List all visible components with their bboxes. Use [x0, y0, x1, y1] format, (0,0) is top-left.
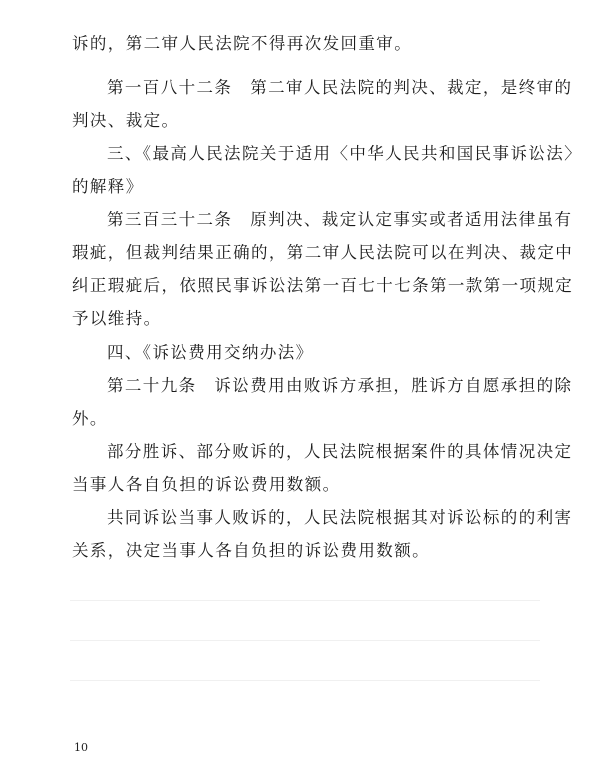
show-through-mark: [70, 680, 540, 681]
show-through-mark: [70, 640, 540, 641]
text-line: 共同诉讼当事人败诉的，人民法院根据其对诉讼标的的利害: [107, 508, 573, 527]
show-through-mark: [70, 600, 540, 601]
text-line: 予以维持。: [72, 309, 162, 328]
section-heading-3: 三、《最高人民法院关于适用〈中华人民共和国民事诉讼法〉: [107, 144, 583, 163]
text-line: 部分胜诉、部分败诉的，人民法院根据案件的具体情况决定: [107, 442, 573, 461]
text-line: 当事人各自负担的诉讼费用数额。: [72, 475, 341, 494]
text-line: 纠正瑕疵后，依照民事诉讼法第一百七十七条第一款第一项规定: [72, 276, 574, 295]
text-line: 诉的，第二审人民法院不得再次发回重审。: [72, 34, 413, 53]
text-line-article-182: 第一百八十二条 第二审人民法院的判决、裁定，是终审的: [107, 78, 573, 97]
section-heading-3-cont: 的解释》: [72, 177, 144, 196]
section-heading-4: 四、《诉讼费用交纳办法》: [107, 343, 314, 362]
text-line-article-332: 第三百三十二条 原判决、裁定认定事实或者适用法律虽有: [107, 210, 573, 229]
text-line-article-29: 第二十九条 诉讼费用由败诉方承担，胜诉方自愿承担的除: [107, 376, 573, 395]
text-line: 判决、裁定。: [72, 111, 180, 130]
text-line: 外。: [72, 409, 108, 428]
text-line: 关系，决定当事人各自负担的诉讼费用数额。: [72, 541, 430, 560]
text-line: 瑕疵，但裁判结果正确的，第二审人民法院可以在判决、裁定中: [72, 243, 574, 262]
page-number: 10: [74, 741, 88, 754]
